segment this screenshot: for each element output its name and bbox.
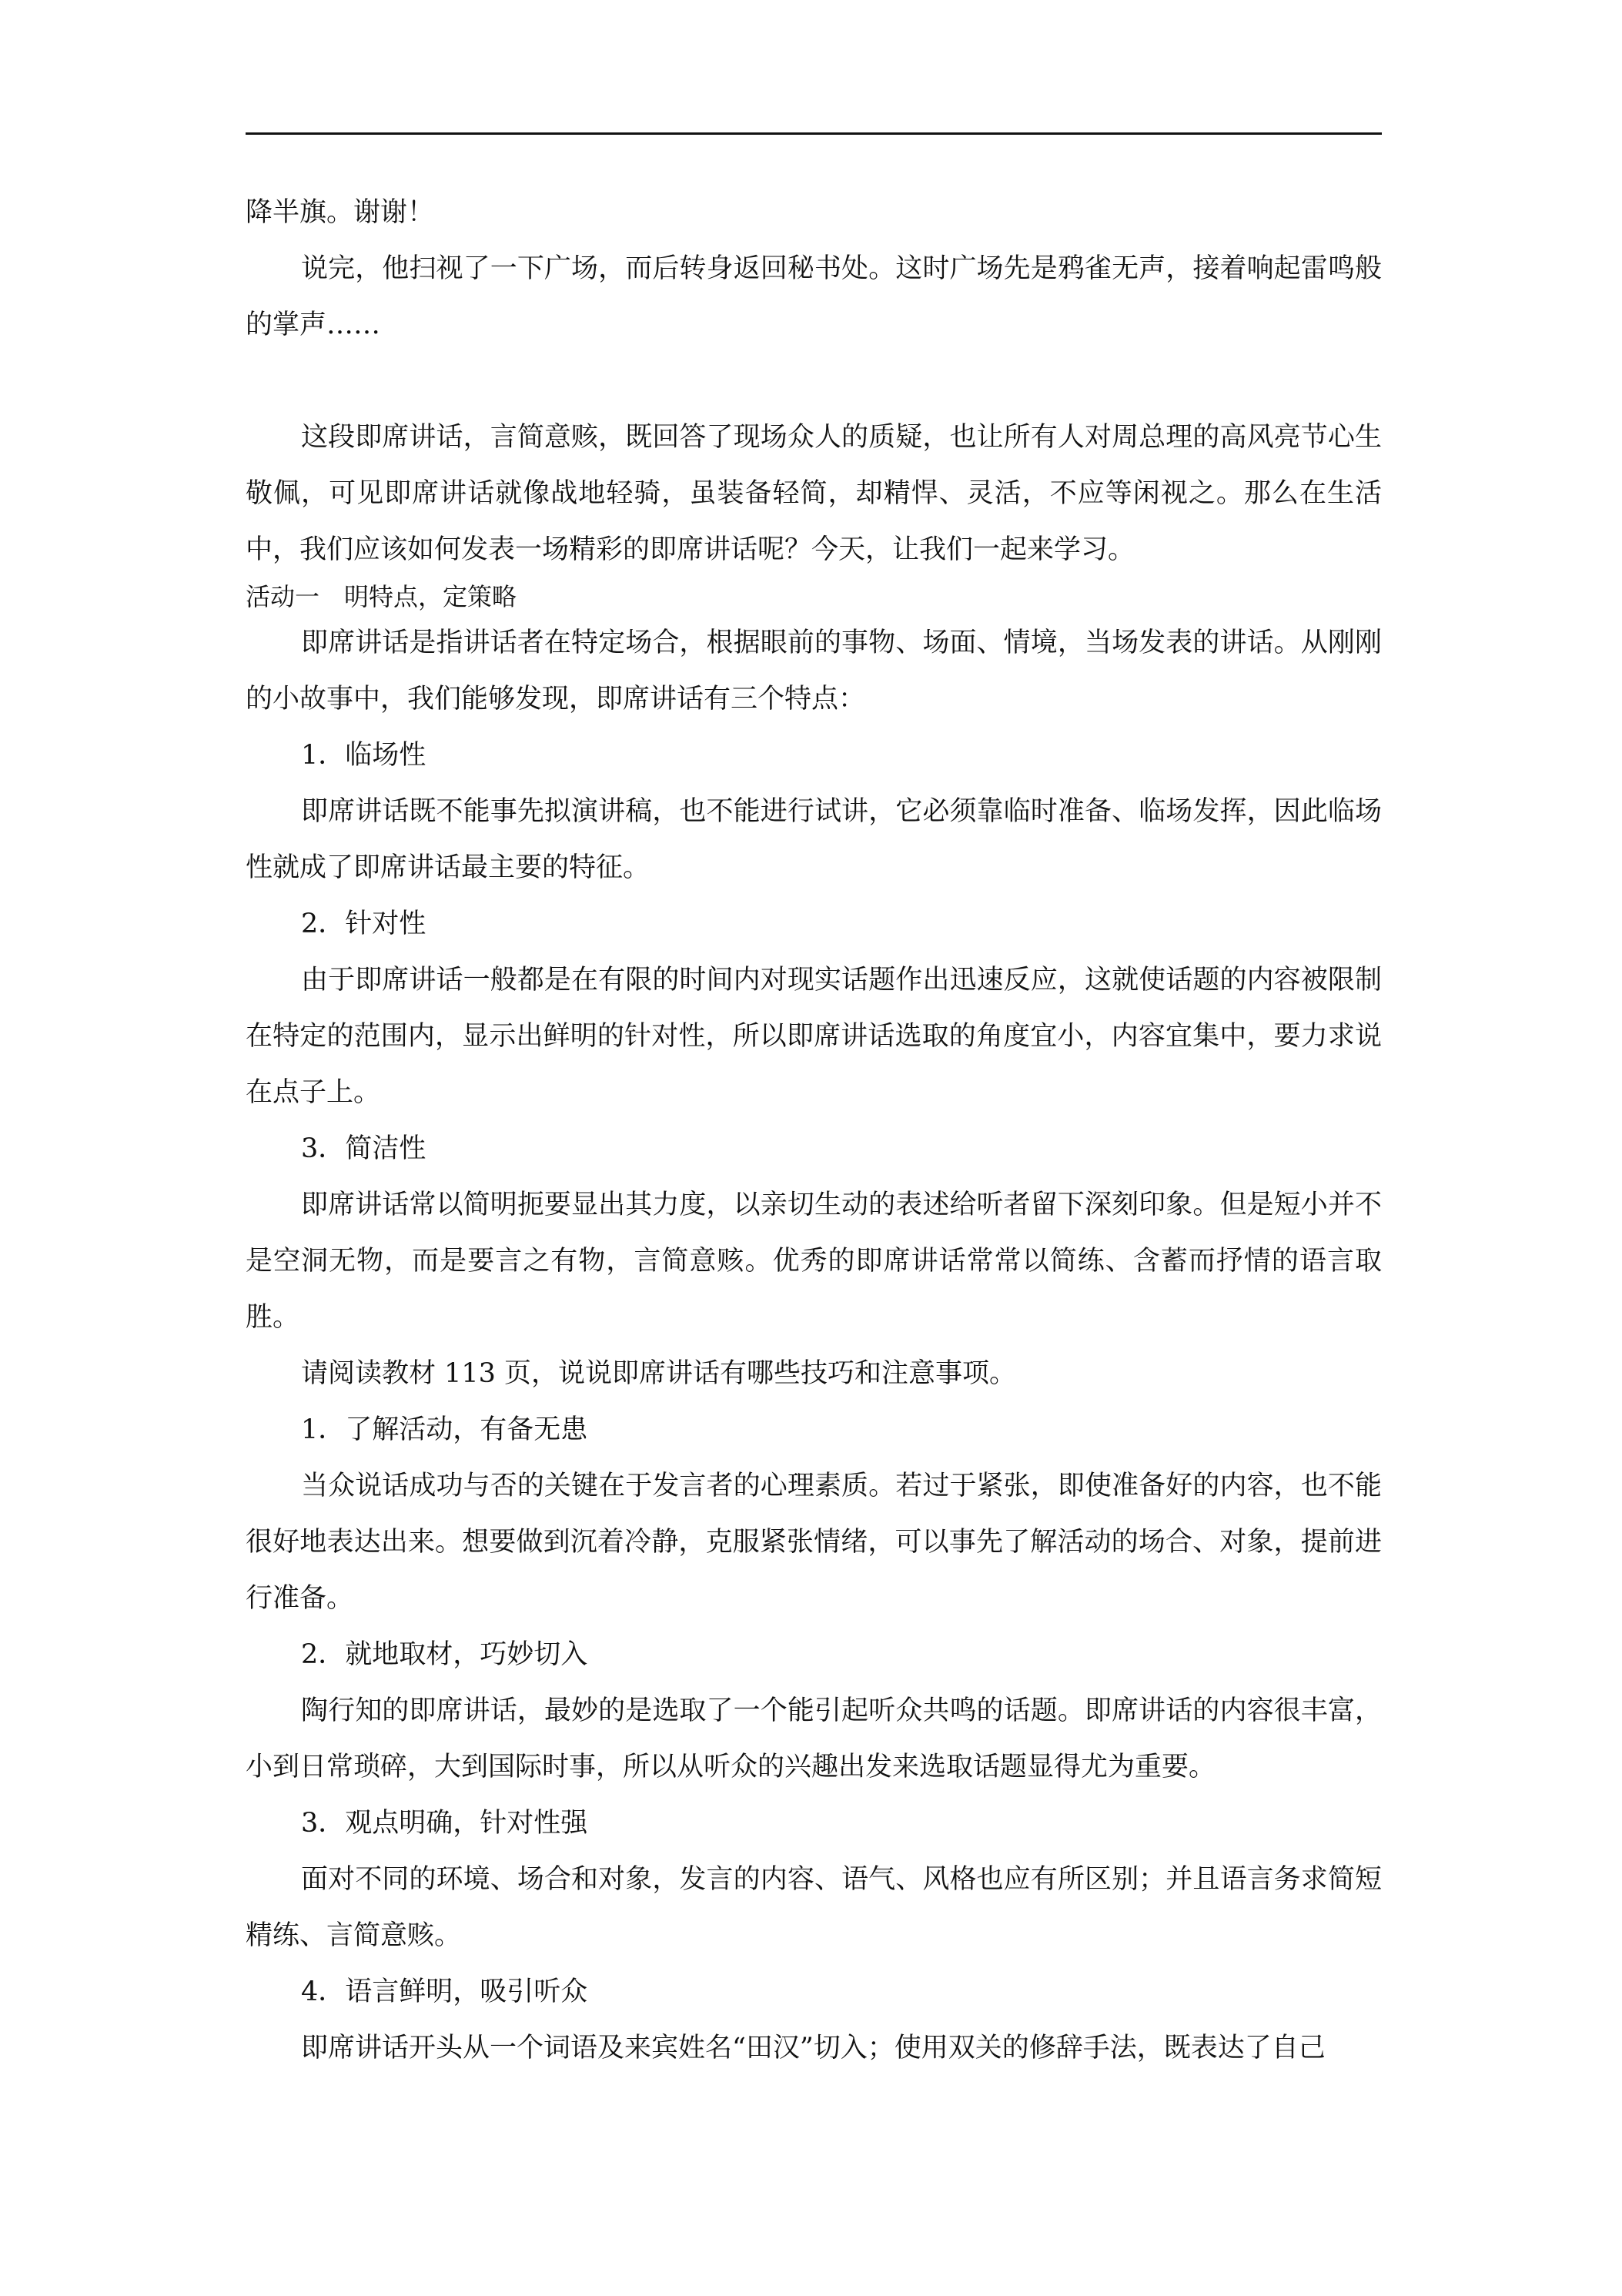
paragraph: 请阅读教材 113 页，说说即席讲话有哪些技巧和注意事项。	[301, 1358, 1017, 1389]
paragraph: 即席讲话常以简明扼要显出其力度，以亲切生动的表述给听者留下深刻印象。但是短小并不是空洞无物，而是要言之有物，言简意赅。优秀的即席讲话常常以简练、含蓄而抒情的语言取胜。	[246, 1190, 1382, 1333]
list-heading: 3．简洁性	[301, 1133, 426, 1164]
paragraph: 面对不同的环境、场合和对象，发言的内容、语气、风格也应有所区别；并且语言务求简短精练、言简意赅。	[246, 1864, 1382, 1951]
document-body	[246, 185, 1382, 2077]
list-heading: 4．语言鲜明，吸引听众	[301, 1976, 588, 2007]
paragraph: 即席讲话既不能事先拟演讲稿，也不能进行试讲，它必须靠临时准备、临场发挥，因此临场性就成了即席讲话最主要的特征。	[246, 796, 1382, 883]
paragraph: 即席讲话是指讲话者在特定场合，根据眼前的事物、场面、情境，当场发表的讲话。从刚刚的小故事中，我们能够发现，即席讲话有三个特点：	[246, 628, 1382, 715]
paragraph: 即席讲话开头从一个词语及来宾姓名“田汉”切入；使用双关的修辞手法，既表达了自己	[301, 2033, 1326, 2063]
list-heading: 1．临场性	[301, 740, 426, 771]
list-heading: 1．了解活动，有备无患	[301, 1414, 588, 1445]
list-heading: 2．就地取材，巧妙切入	[301, 1639, 588, 1670]
paragraph: 由于即席讲话一般都是在有限的时间内对现实话题作出迅速反应，这就使话题的内容被限制在特定的范围内，显示出鲜明的针对性，所以即席讲话选取的角度宜小，内容宜集中，要力求说在点子上。	[246, 965, 1382, 1108]
paragraph: 降半旗。谢谢！	[246, 197, 435, 228]
paragraph: 这段即席讲话，言简意赅，既回答了现场众人的质疑，也让所有人对周总理的高风亮节心生敬佩，可见即席讲话就像战地轻骑，虽装备轻简，却精悍、灵活，不应等闲视之。那么在生活中，我们应该如何发表一场精彩的即席讲话呢？今天，让我们一起来学习。	[246, 422, 1382, 565]
blank-line	[246, 353, 1382, 410]
section-heading: 活动一 明特点，定策略	[246, 582, 517, 611]
list-heading: 3．观点明确，针对性强	[301, 1808, 588, 1839]
list-heading: 2．针对性	[301, 909, 426, 939]
paragraph: 陶行知的即席讲话，最妙的是选取了一个能引起听众共鸣的话题。即席讲话的内容很丰富，小到日常琐碎，大到国际时事，所以从听众的兴趣出发来选取话题显得尤为重要。	[246, 1695, 1382, 1782]
paragraph: 说完，他扫视了一下广场，而后转身返回秘书处。这时广场先是鸦雀无声，接着响起雷鸣般的掌声……	[246, 253, 1382, 340]
paragraph: 当众说话成功与否的关键在于发言者的心理素质。若过于紧张，即使准备好的内容，也不能很好地表达出来。想要做到沉着冷静，克服紧张情绪，可以事先了解活动的场合、对象，提前进行准备。	[246, 1471, 1382, 1614]
header-rule	[246, 132, 1382, 135]
